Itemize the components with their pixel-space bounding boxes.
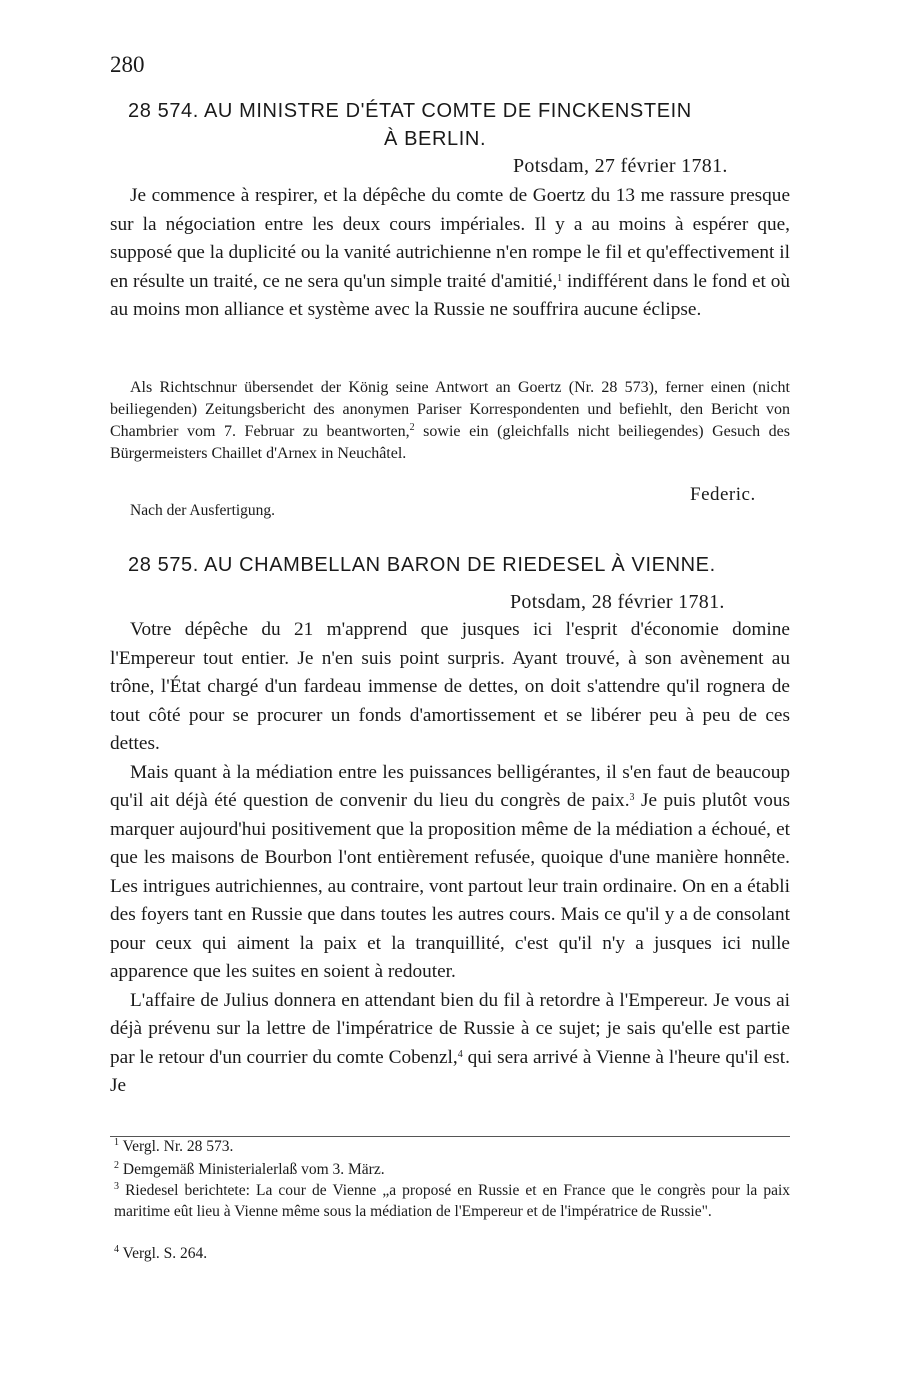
footnote-mark-4: 4	[114, 1244, 119, 1255]
letter1-header-line2: À BERLIN.	[384, 128, 487, 150]
letter1-body-text-a: Je commence à respirer, et la dépêche du comte de Goertz du 13 me rassure presque sur la négociation entre les deux cours impériales. Il y a au moins à espérer que, supposé que la duplicité ou la vanité autrichienne n'en rompe le fil et qu'effectivement il en résulte un traité, ce ne sera qu'un simple traité d'amitié,	[110, 185, 790, 292]
editorial-text-a: Als Richtschnur übersendet der König seine Antwort an Goertz (Nr. 28 573), ferner einen (nicht beiliegenden) Zeitungsbericht des anonymen Pariser Korrespondenten und befiehlt, den Bericht von Chambrier vom 7. Februar zu beantworten,	[110, 379, 790, 440]
footnote-text-1: Vergl. Nr. 28 573.	[122, 1138, 234, 1155]
letter2-paragraph-2	[110, 759, 790, 987]
letter2-paragraph-1-text: Votre dépêche du 21 m'apprend que jusques ici l'esprit d'économie domine l'Empereur tout entier. Je n'en suis point surpris. Ayant trouvé, à son avènement au trône, l'État chargé d'un fardeau immense de dettes, on doit s'attendre qu'il rognera de tout côté pour se procurer un fonds d'amortissement et se libérer peu à peu de ces dettes.	[110, 619, 790, 754]
page-number: 280	[110, 52, 145, 77]
footnote-text-2: Demgemäß Ministerialerlaß vom 3. März.	[122, 1161, 385, 1178]
letter2-place-date: Potsdam, 28 février 1781.	[510, 591, 725, 613]
footnote-mark-3: 3	[114, 1181, 119, 1192]
letter1-signature: Federic.	[690, 484, 756, 505]
footnote-4	[114, 1243, 790, 1264]
letter2-paragraph-1	[110, 616, 790, 759]
footnote-mark-1: 1	[114, 1137, 119, 1148]
footnote-text-4: Vergl. S. 264.	[122, 1245, 208, 1262]
letter1-source-note: Nach der Ausfertigung.	[130, 502, 276, 519]
footnote-ref-3: 3	[629, 792, 635, 803]
footnote-ref-1: 1	[557, 272, 563, 284]
letter2-paragraph-3-text-a: L'affaire de Julius donnera en attendant bien du fil à retordre à l'Empereur. Je vous ai déjà prévenu sur la lettre de l'impératrice de Russie à ce sujet; je sais qu'elle est partie par le retour d'un courrier du comte Cobenzl,	[110, 989, 790, 1068]
editorial-text-b: sowie ein (gleichfalls nicht beiliegendes) Gesuch des Bürgermeisters Chaillet d'Arnex in Neuchâtel.	[110, 423, 790, 462]
letter2-paragraph-3	[110, 987, 790, 1101]
footnote-ref-2: 2	[409, 422, 415, 433]
letter1-body	[110, 182, 790, 325]
footnote-1	[114, 1136, 790, 1157]
letter2-paragraph-3-text-b: qui sera arrivé à Vienne à l'heure qu'il est. Je	[110, 1046, 790, 1096]
footnote-text-3: Riedesel berichtete: La cour de Vienne „a proposé en Russie et en France que le congrès pour la paix maritime eût lieu à Vienne même sous la médiation de l'Empereur et de l'impératrice de Russie".	[114, 1182, 791, 1220]
letter2-body	[110, 616, 790, 1101]
footnote-2	[114, 1159, 790, 1180]
letter1-place-date: Potsdam, 27 février 1781.	[513, 155, 728, 177]
letter2-header: 28 575. AU CHAMBELLAN BARON DE RIEDESEL À VIENNE.	[128, 554, 716, 576]
footnote-ref-4: 4	[457, 1048, 463, 1060]
letter1-body-text-b: indifférent dans le fond et où au moins mon alliance et système avec la Russie ne souffrira aucune éclipse.	[110, 270, 790, 320]
footnote-mark-2: 2	[114, 1160, 119, 1171]
letter1-header-line1: 28 574. AU MINISTRE D'ÉTAT COMTE DE FINCKENSTEIN	[128, 100, 692, 122]
letter2-paragraph-2-text-b: Je puis plutôt vous marquer aujourd'hui positivement que la proposition même de la médiation a échoué, et que les maisons de Bourbon l'ont entièrement refusée, quoique d'une manière honnête. Les intrigues autrichiennes, au contraire, vont partout leur train ordinaire. On en a établi des foyers tant en Russie que dans toutes les autres cours. Mais ce qu'il y a de consolant pour ceux qui aiment la paix et la tranquillité, c'est qu'il n'y a jusques ici nulle apparence que les suites en soient à redouter.	[110, 790, 790, 982]
letter1-editorial-note	[110, 377, 790, 465]
footnote-3	[114, 1180, 790, 1222]
letter2-paragraph-2-text-a: Mais quant à la médiation entre les puissances belligérantes, il s'en faut de beaucoup qu'il ait déjà été question de convenir du lieu du congrès de paix.	[110, 761, 790, 811]
